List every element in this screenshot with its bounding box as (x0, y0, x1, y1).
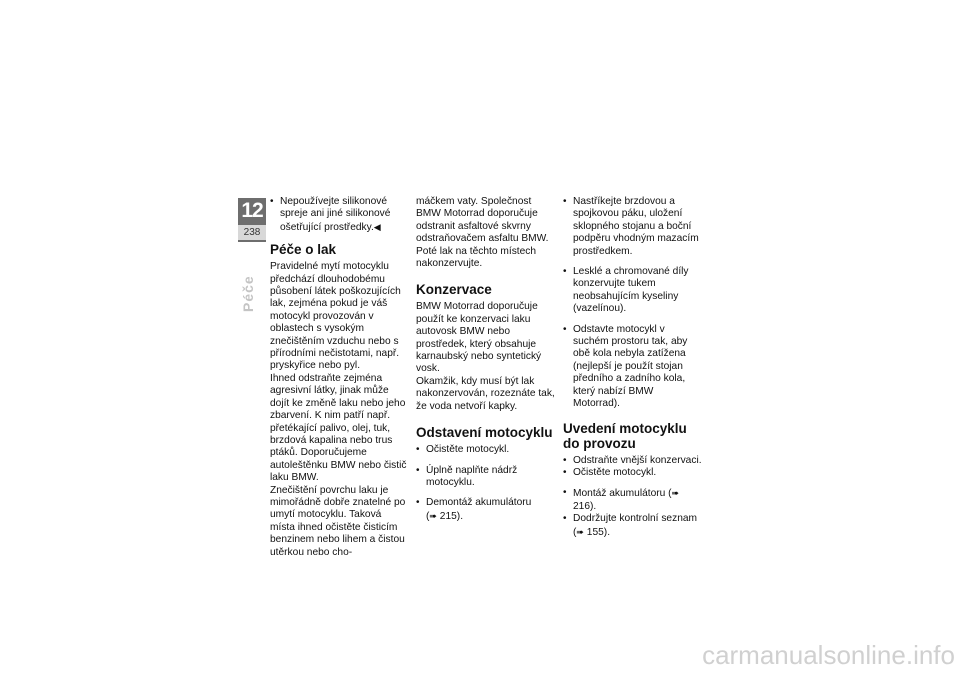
column-1 (270, 196, 408, 559)
column-2 (416, 196, 556, 531)
list-item: • Demontáž akumulátoru (➠ 215). (416, 497, 556, 523)
section-heading-conservation: Konzervace (416, 282, 492, 298)
page-reference-suffix: ). (590, 500, 597, 512)
list-item-text: Demontáž akumulátoru (426, 497, 532, 509)
list-item-text: Montáž akumulátoru ( (573, 488, 672, 500)
paragraph: Ihned odstraňte zejména agresivní látky, jinak může dojít ke změně laku nebo jeho zbarvení. K nim patří např. přetékající palivo, olej, tuk, brzdová kapalina nebo trus ptáků. Doporučujeme autoleštěnku BMW nebo čistič laku BMW. (270, 372, 407, 484)
list-item-text: Dodržujte kontrolní seznam (573, 513, 698, 525)
paragraph: máčkem vaty. Společnost BMW Motorrad doporučuje odstranit asfaltové skvrny odstraňovačem asfaltu BMW. Poté lak na těchto místech nakonzervujte. (416, 196, 549, 270)
list-item (416, 465, 556, 490)
section-heading-return-to-service: Uvedení motocyklu do provozu (563, 420, 687, 451)
list-item-text: Očistěte motocykl. (573, 466, 657, 478)
page-reference-arrow-icon: ➠ (671, 488, 680, 499)
watermark-text: carmanualsonline.info (702, 640, 955, 670)
list-item: • Dodržujte kontrolní seznam (➠ 155). (563, 513, 703, 539)
list-item (563, 455, 703, 467)
page-reference-arrow-icon: ➠ (429, 510, 437, 521)
paragraph: Pravidelné mytí motocyklu předchází dlouhodobému působení látek poškozujících lak, zejména pokud je váš motocykl provozován v oblastech s vysokým znečištěním vzduchu nebo s přírodními nečistotami, např. pryskyřice nebo pyl. (270, 261, 401, 372)
page-reference-arrow-icon: ➠ (576, 526, 584, 537)
page-reference-link[interactable]: 155 (586, 526, 604, 538)
list-item-text: Lesklé a chromované díly konzervujte tukem neobsahujícím kyseliny (vazelínou). (573, 266, 689, 315)
list-item (563, 487, 703, 513)
page-reference-suffix: ). (603, 526, 611, 538)
bullet-list (563, 196, 703, 411)
list-item-text: Očistěte motocykl. (426, 444, 510, 456)
list-item-text: Nepoužívejte silikonové spreje ani jiné silikonové ošetřující prostředky. (280, 196, 391, 233)
list-item (563, 266, 703, 316)
bullet-list (270, 196, 408, 234)
page-number: 238 (238, 225, 266, 240)
section-heading-storage: Odstavení motocyklu (416, 425, 553, 441)
list-item-text: Odstavte motocykl v suchém prostoru tak, aby obě kola nebyla zatížena (nejlepší je použít stojan předního a zadního kola, který nabízí BMW Motorrad). (573, 323, 688, 410)
bullet-list (416, 444, 556, 523)
bullet-list (563, 455, 703, 539)
list-item (416, 444, 556, 456)
list-item (563, 467, 703, 479)
list-item (563, 324, 703, 411)
list-item-text: Nastříkejte brzdovou a spojkovou páku, uložení sklopného stojanu a boční podpěru vhodným mazacím prostředkem. (573, 196, 699, 257)
list-item (270, 196, 408, 234)
list-item (563, 196, 703, 258)
side-chapter-title-text: Péče (240, 275, 256, 312)
chapter-tab (238, 198, 266, 242)
paragraph: Znečištění povrchu laku je mimořádně dobře znatelné po umytí motocyklu. Taková místa ihned očistěte čisticím benzinem nebo lihem a čistou utěrkou nebo cho- (270, 484, 406, 558)
column-3 (563, 196, 703, 547)
page-reference-suffix: ). (456, 510, 464, 522)
chapter-number: 12 (241, 199, 263, 222)
page-reference-link[interactable]: 215 (439, 510, 457, 522)
page-reference-link[interactable]: 216 (573, 500, 590, 512)
list-item-text: Úplně naplňte nádrž motocyklu. (426, 464, 518, 488)
list-item-text: Odstraňte vnější konzervaci. (573, 454, 702, 466)
section-heading-paint-care: Péče o lak (270, 242, 337, 258)
paragraph: Okamžik, kdy musí být lak nakonzervován, rozeznáte tak, že voda netvoří kapky. (416, 375, 555, 412)
paragraph: BMW Motorrad doporučuje použít ke konzervaci laku autovosk BMW nebo prostředek, který obsahuje karnaubský nebo syntetický vosk. (416, 301, 542, 375)
end-mark-icon: ◀ (373, 221, 381, 232)
